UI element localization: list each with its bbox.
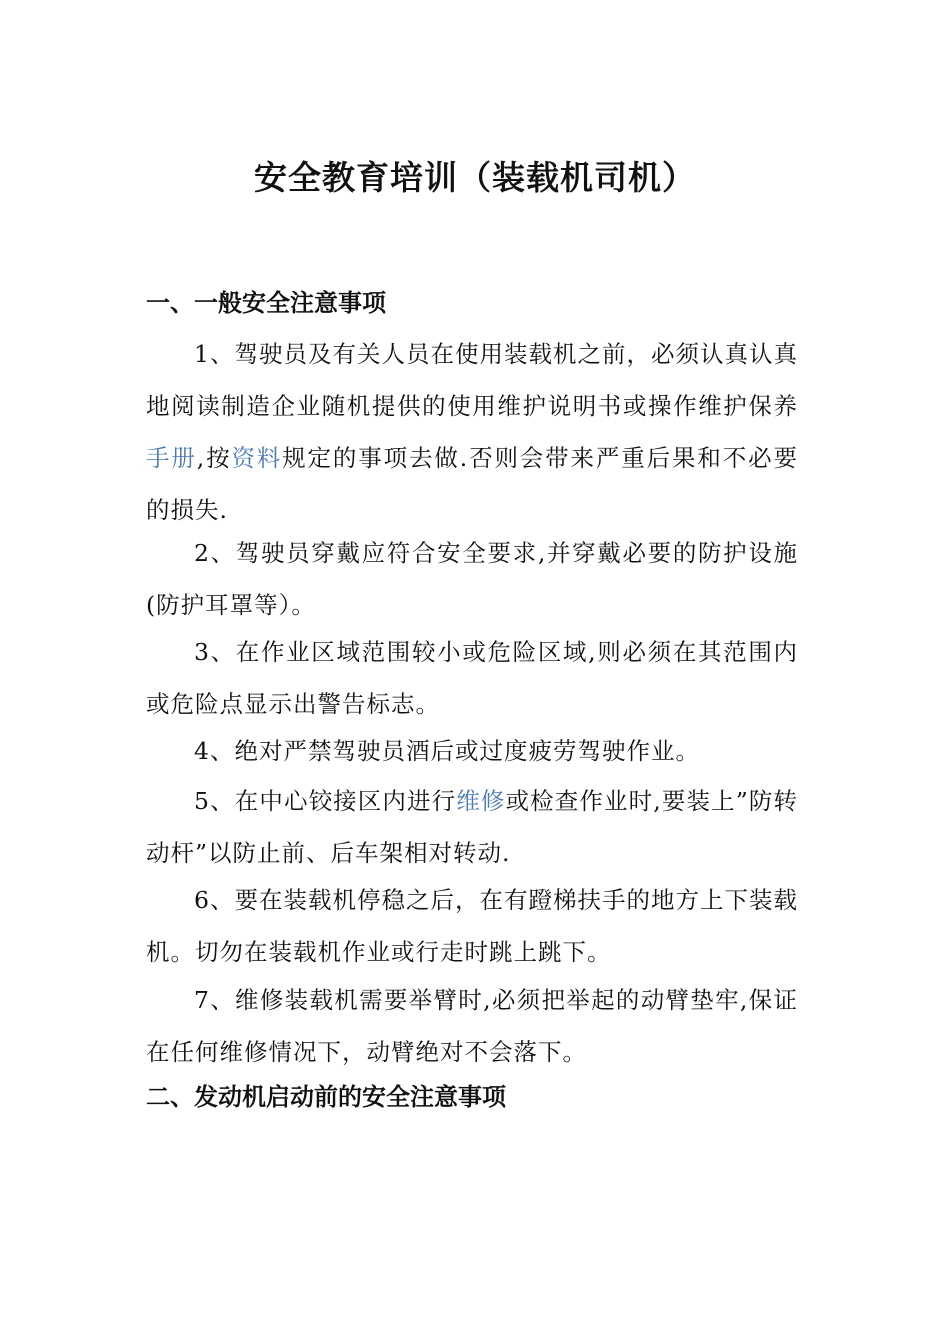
paragraph-item-2: 2、驾驶员穿戴应符合安全要求,并穿戴必要的防护设施(防护耳罩等）。 xyxy=(146,539,798,619)
item-1-text-end: 规定的事项去做.否则会带来严重后果和不必要的损失. xyxy=(146,444,798,524)
item-1-text-middle: ,按 xyxy=(196,444,232,472)
manual-link[interactable]: 手册 xyxy=(146,444,197,472)
item-5-text-start: 5、在中心铰接区内进行 xyxy=(194,787,457,815)
section-heading-engine-start: 二、发动机启动前的安全注意事项 xyxy=(146,1082,506,1111)
item-1-text-start: 1、驾驶员及有关人员在使用装载机之前，必须认真认真地阅读制造企业随机提供的使用维护说明书或操作维护保养 xyxy=(146,340,798,420)
item-5-text-end: 或检查作业时,要装上”防转动杆”以防止前、后车架相对转动. xyxy=(146,787,799,867)
paragraph-item-3: 3、在作业区域范围较小或危险区域,则必须在其范围内或危险点显示出警告标志。 xyxy=(146,638,798,718)
paragraph-item-5 xyxy=(146,775,798,879)
document-title: 安全教育培训（装载机司机） xyxy=(254,158,696,197)
paragraph-item-7: 7、维修装载机需要举臂时,必须把举起的动臂垫牢,保证在任何维修情况下，动臂绝对不会落下。 xyxy=(146,986,798,1066)
paragraph-item-1 xyxy=(146,328,798,536)
paragraph-item-6: 6、要在装载机停稳之后，在有蹬梯扶手的地方上下装载机。切勿在装载机作业或行走时跳上跳下。 xyxy=(146,886,798,966)
section-heading-general: 一、一般安全注意事项 xyxy=(146,288,386,317)
paragraph-item-4: 4、绝对严禁驾驶员酒后或过度疲劳驾驶作业。 xyxy=(194,737,700,765)
materials-link[interactable]: 资料 xyxy=(231,444,283,472)
maintenance-link[interactable]: 维修 xyxy=(456,787,506,815)
